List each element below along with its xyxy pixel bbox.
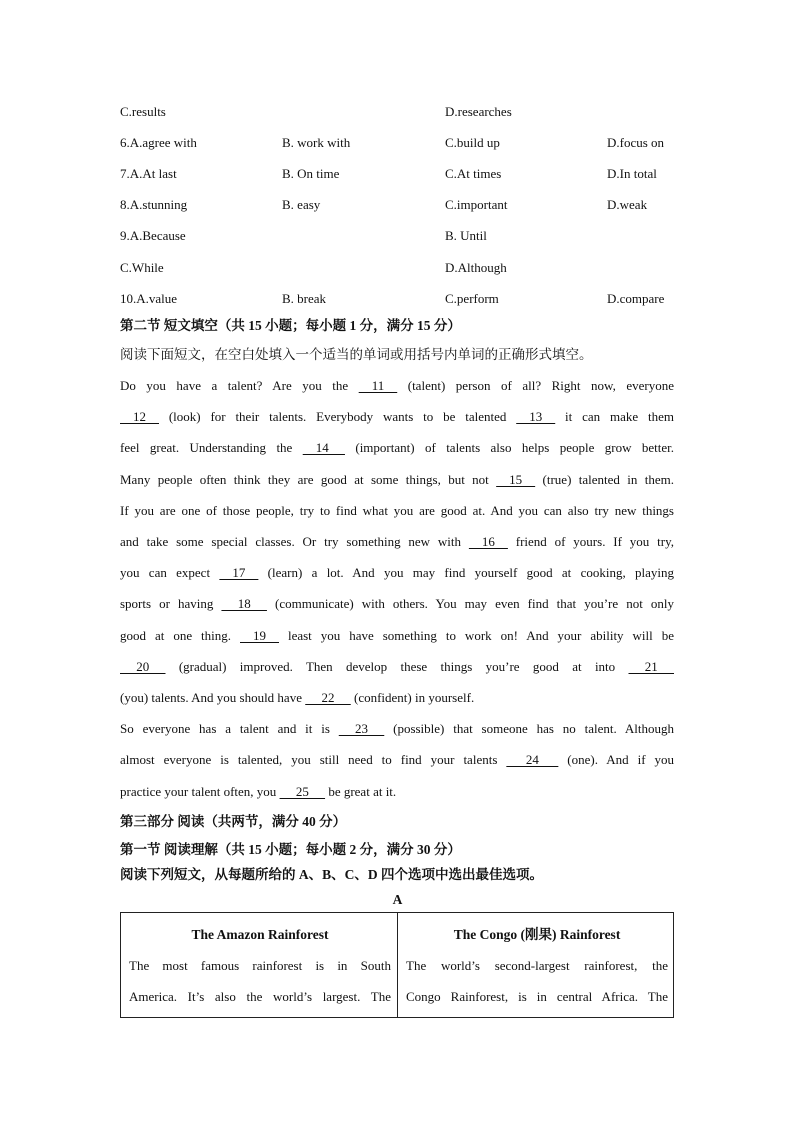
passage-line	[120, 657, 674, 677]
passage-text: So everyone has a talent and it is	[120, 721, 339, 736]
passage-text: Many people often think they are good at some things, but not	[120, 472, 497, 487]
option-a: 9.A.Because	[120, 228, 186, 243]
answer-blank[interactable]: 16	[468, 534, 508, 549]
option-b: B. break	[282, 291, 327, 306]
answer-blank[interactable]: 11	[358, 378, 398, 393]
part3-instruction: 阅读下列短文，从每题所给的 A、B、C、D 四个选项中选出最佳选项。	[120, 867, 544, 882]
option-row	[120, 258, 680, 278]
option-b: B. On time	[282, 166, 340, 181]
option-row	[120, 133, 680, 153]
option-a: 7.A.At last	[120, 166, 177, 181]
passage-text: (talent) person of all? Right now, everyone	[397, 378, 674, 393]
passage-text: good at one thing.	[120, 628, 240, 643]
passage-label: A	[392, 892, 403, 907]
passage-text: (confident) in yourself.	[350, 690, 475, 705]
passage-line	[120, 719, 674, 739]
passage-text: Do you have a talent? Are you the	[120, 378, 359, 393]
passage-text: and take some special classes. Or try something new with	[120, 534, 469, 549]
passage-text: friend of yours. If you try,	[507, 534, 674, 549]
option-d: D.weak	[607, 197, 648, 212]
option-c: C.build up	[445, 135, 500, 150]
amazon-title: The Amazon Rainforest	[191, 927, 329, 942]
answer-blank[interactable]: 13	[516, 409, 556, 424]
option-b: B. easy	[282, 197, 321, 212]
passage-line	[120, 626, 674, 646]
passage-line	[120, 438, 674, 458]
passage-text: (gradual) improved. Then develop these things you’re good at into	[165, 659, 629, 674]
option-c: C.At times	[445, 166, 502, 181]
passage-text: be great at it.	[325, 784, 397, 799]
passage-line	[120, 376, 674, 396]
option-c: C.important	[445, 197, 508, 212]
answer-blank[interactable]: 23	[338, 721, 385, 736]
passage-text: feel great. Understanding the	[120, 440, 303, 455]
passage-text: least you have something to work on! And your ability will be	[279, 628, 674, 643]
passage-line	[120, 470, 674, 490]
answer-blank[interactable]: 17	[219, 565, 259, 580]
passage-line	[120, 501, 674, 521]
passage-line	[120, 688, 674, 708]
answer-blank[interactable]: 12	[120, 409, 159, 424]
answer-blank[interactable]: 20	[120, 659, 166, 674]
option-c: C.perform	[445, 291, 499, 306]
option-c: D.researches	[445, 104, 512, 119]
option-d: D.compare	[607, 291, 665, 306]
passage-line	[120, 407, 674, 427]
amazon-text-line: America. It’s also the world’s largest. The	[129, 989, 391, 1004]
option-d: D.In total	[607, 166, 657, 181]
option-a: 10.A.value	[120, 291, 178, 306]
passage-line	[120, 532, 674, 552]
option-row	[120, 195, 680, 215]
passage-text: (true) talented in them.	[535, 472, 674, 487]
passage-text: it can make them	[555, 409, 674, 424]
amazon-text-line: The most famous rainforest is in South	[129, 958, 391, 973]
passage-text: almost everyone is talented, you still need to find your talents	[120, 752, 507, 767]
section2-instruction: 阅读下面短文，在空白处填入一个适当的单词或用括号内单词的正确形式填空。	[120, 347, 593, 362]
section2-heading: 第二节 短文填空（共 15 小题；每小题 1 分，满分 15 分）	[120, 318, 461, 333]
option-row	[120, 226, 680, 246]
passage-text: (important) of talents also helps people grow better.	[344, 440, 674, 455]
congo-text-line: The world’s second-largest rainforest, the	[406, 958, 668, 973]
option-a: C.results	[120, 104, 166, 119]
answer-blank[interactable]: 25	[279, 784, 326, 799]
answer-blank[interactable]: 19	[240, 628, 279, 643]
option-b: B. work with	[282, 135, 351, 150]
answer-blank[interactable]: 24	[506, 752, 559, 767]
passage-line	[120, 750, 674, 770]
congo-text-line: Congo Rainforest, is in central Africa. The	[406, 989, 668, 1004]
option-row	[120, 102, 680, 122]
table-divider	[397, 913, 398, 1017]
option-row	[120, 164, 680, 184]
passage-line	[120, 782, 674, 802]
option-a: 8.A.stunning	[120, 197, 188, 212]
congo-title: The Congo (刚果) Rainforest	[453, 927, 621, 942]
passage-text: (you) talents. And you should have	[120, 690, 306, 705]
option-a: C.While	[120, 260, 164, 275]
passage-text: you can expect	[120, 565, 220, 580]
option-row	[120, 289, 680, 309]
option-c: B. Until	[445, 228, 487, 243]
answer-blank[interactable]: 22	[305, 690, 351, 705]
passage-line	[120, 563, 674, 583]
answer-blank[interactable]: 21	[628, 659, 674, 674]
passage-text: (one). And if you	[558, 752, 674, 767]
passage-text: If you are one of those people, try to find what you are good at. And you can also try new things	[120, 503, 674, 518]
answer-blank[interactable]: 14	[302, 440, 345, 455]
part3-heading: 第三部分 阅读（共两节，满分 40 分）	[120, 814, 347, 829]
answer-blank[interactable]: 15	[496, 472, 536, 487]
passage-text: (communicate) with others. You may even find that you’re not only	[266, 596, 674, 611]
answer-blank[interactable]: 18	[221, 596, 267, 611]
part3-subheading: 第一节 阅读理解（共 15 小题；每小题 2 分，满分 30 分）	[120, 842, 461, 857]
option-c: D.Although	[445, 260, 507, 275]
option-a: 6.A.agree with	[120, 135, 197, 150]
option-d: D.focus on	[607, 135, 665, 150]
passage-text: practice your talent often, you	[120, 784, 280, 799]
passage-text: (look) for their talents. Everybody wants to be talented	[159, 409, 517, 424]
passage-text: (learn) a lot. And you may find yourself good at cooking, playing	[258, 565, 674, 580]
passage-text: sports or having	[120, 596, 222, 611]
passage-text: (possible) that someone has no talent. Although	[384, 721, 674, 736]
passage-line	[120, 594, 674, 614]
rainforest-table	[120, 912, 674, 1018]
